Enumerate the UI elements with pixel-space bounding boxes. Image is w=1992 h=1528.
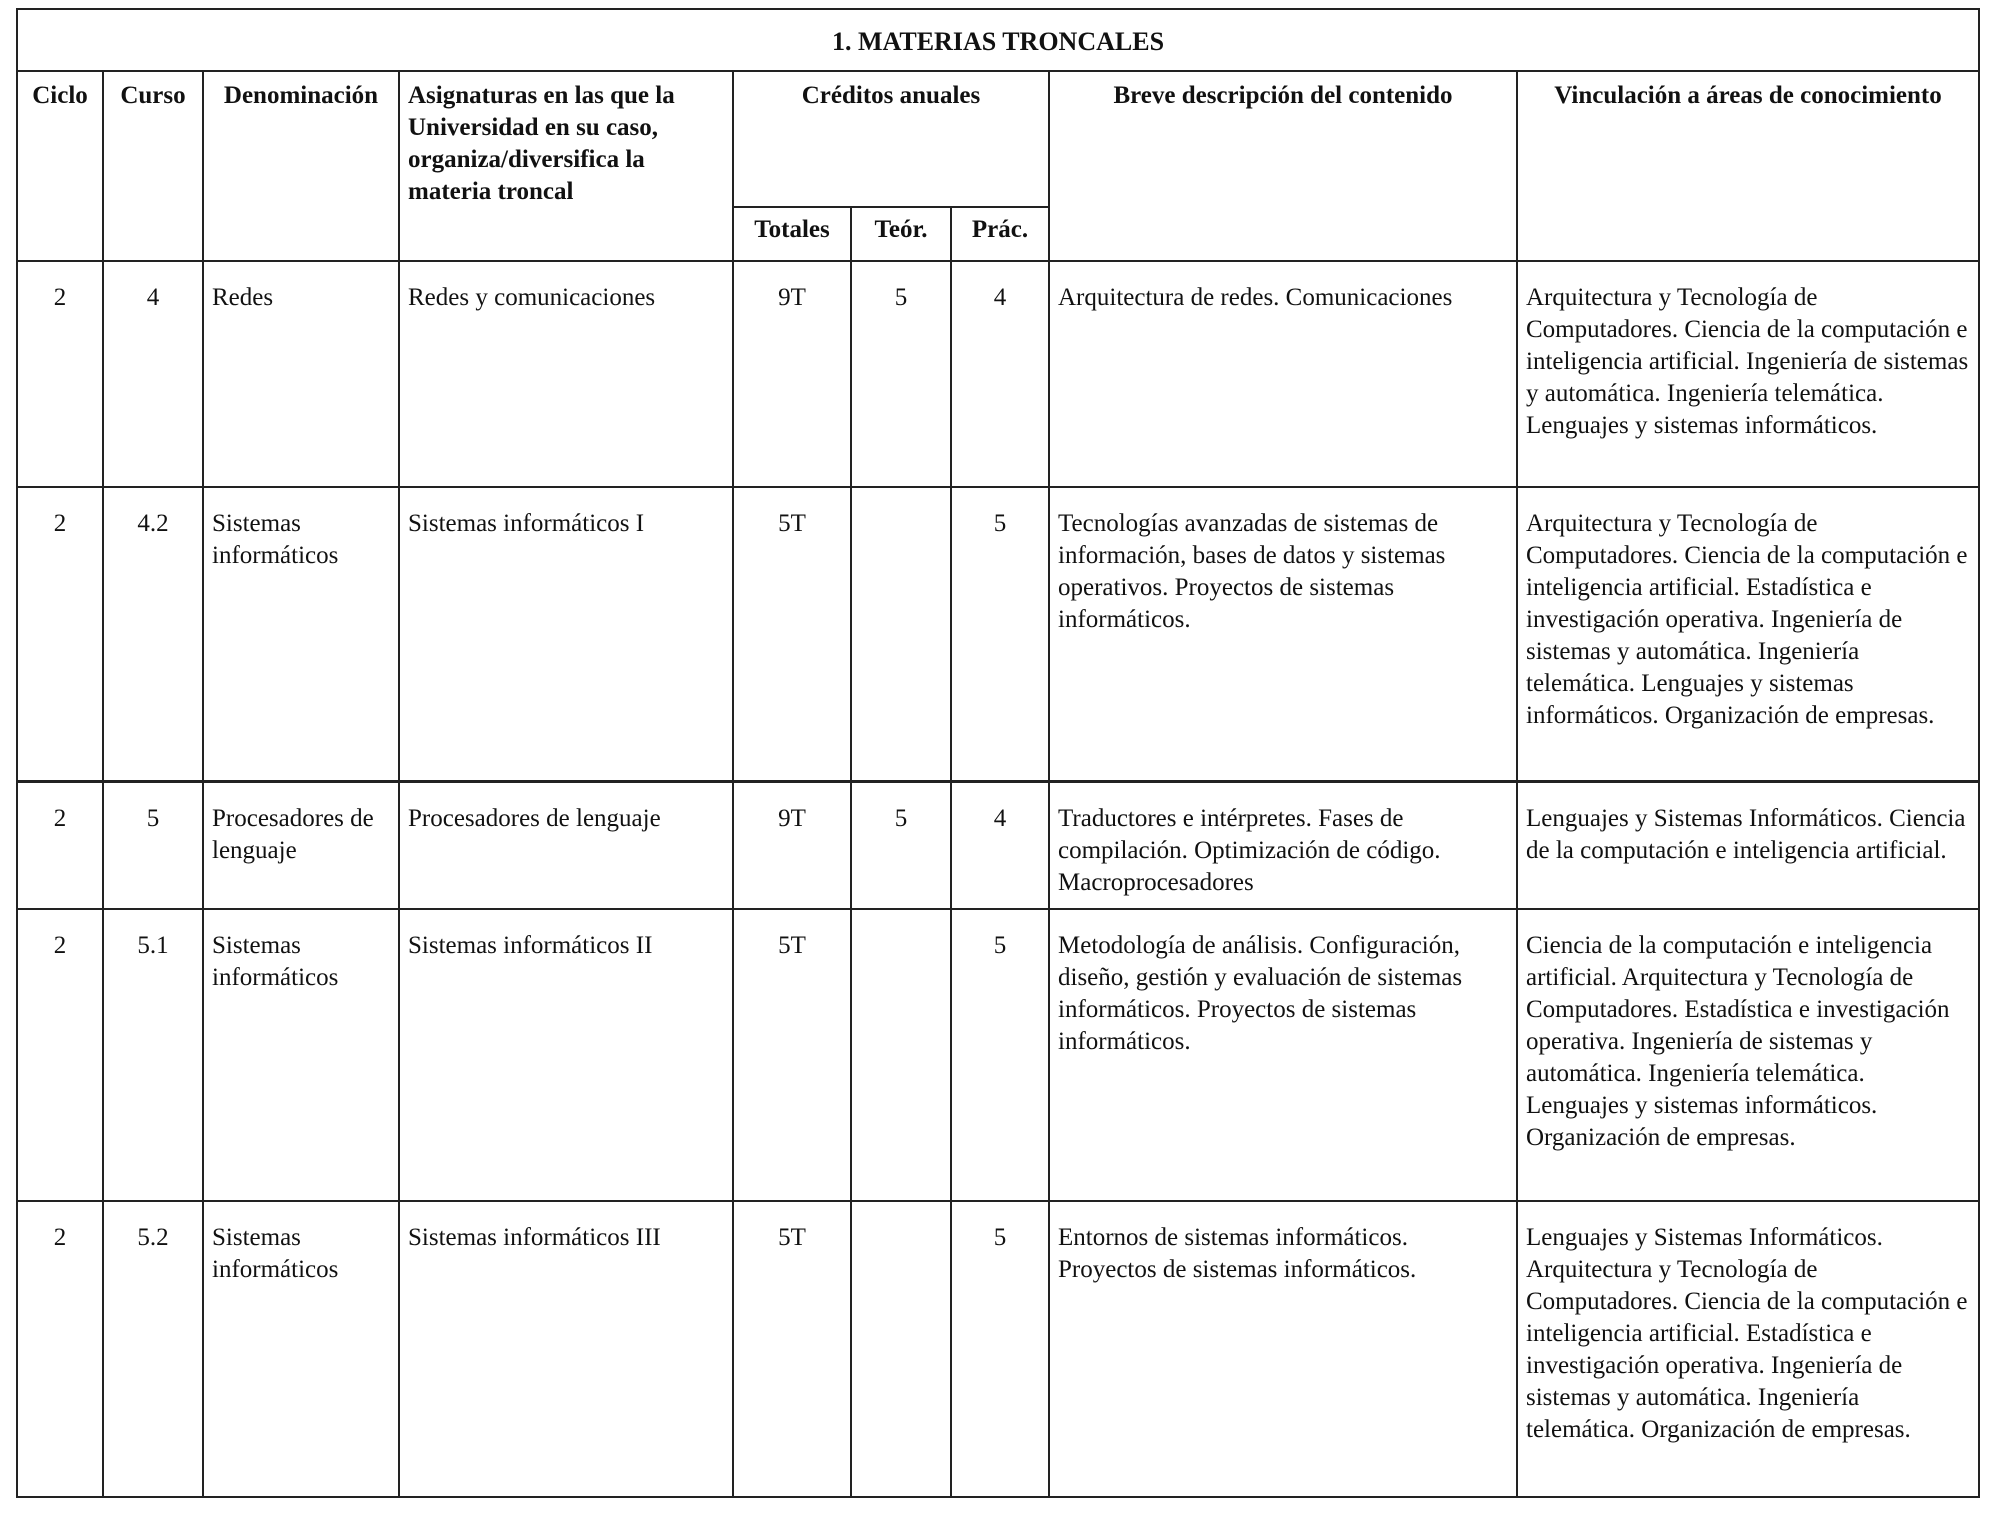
cell-vinculacion: Arquitectura y Tecnología de Computadores. Ciencia de la computación e inteligencia artificial. Ingeniería de sistemas y automática. Ingeniería telemática. Lenguajes y sistemas informáticos. — [1517, 261, 1979, 487]
cell-vinculacion: Arquitectura y Tecnología de Computadores. Ciencia de la computación e inteligencia artificial. Estadística e investigación operativa. Ingeniería de sistemas y automática. Ingeniería telemática. Lenguajes y sistemas informáticos. Organización de empresas. — [1517, 487, 1979, 781]
header-curso: Curso — [103, 71, 203, 261]
header-asignaturas: Asignaturas en las que la Universidad en su caso, organiza/diversifica la materia troncal — [399, 71, 733, 261]
cell-totales: 5T — [733, 1201, 851, 1497]
cell-totales: 5T — [733, 487, 851, 781]
cell-teor — [851, 487, 951, 781]
cell-descripcion: Metodología de análisis. Configuración, diseño, gestión y evaluación de sistemas informáticos. Proyectos de sistemas informáticos. — [1049, 909, 1517, 1201]
header-descripcion: Breve descripción del contenido — [1049, 71, 1517, 261]
cell-vinculacion: Lenguajes y Sistemas Informáticos. Ciencia de la computación e inteligencia artificial. — [1517, 781, 1979, 909]
cell-teor: 5 — [851, 781, 951, 909]
table-row — [17, 1201, 1979, 1497]
cell-curso: 5.2 — [103, 1201, 203, 1497]
cell-teor: 5 — [851, 261, 951, 487]
cell-totales: 9T — [733, 261, 851, 487]
cell-curso: 4 — [103, 261, 203, 487]
cell-ciclo: 2 — [17, 487, 103, 781]
cell-prac: 5 — [951, 487, 1049, 781]
header-prac: Prác. — [951, 207, 1049, 261]
table-title: 1. MATERIAS TRONCALES — [17, 9, 1979, 71]
cell-denominacion: Sistemas informáticos — [203, 1201, 399, 1497]
cell-asignatura: Sistemas informáticos II — [399, 909, 733, 1201]
header-creditos: Créditos anuales — [733, 71, 1049, 207]
cell-denominacion: Redes — [203, 261, 399, 487]
cell-prac: 4 — [951, 781, 1049, 909]
cell-ciclo: 2 — [17, 781, 103, 909]
cell-denominacion: Sistemas informáticos — [203, 909, 399, 1201]
cell-totales: 9T — [733, 781, 851, 909]
cell-asignatura: Sistemas informáticos I — [399, 487, 733, 781]
header-totales: Totales — [733, 207, 851, 261]
cell-ciclo: 2 — [17, 909, 103, 1201]
materias-troncales-sheet — [16, 8, 1978, 1498]
cell-descripcion: Arquitectura de redes. Comunicaciones — [1049, 261, 1517, 487]
cell-asignatura: Redes y comunicaciones — [399, 261, 733, 487]
materias-table — [16, 8, 1980, 1498]
cell-ciclo: 2 — [17, 261, 103, 487]
cell-descripcion: Tecnologías avanzadas de sistemas de información, bases de datos y sistemas operativos. Proyectos de sistemas informáticos. — [1049, 487, 1517, 781]
cell-teor — [851, 1201, 951, 1497]
table-row — [17, 781, 1979, 909]
cell-denominacion: Procesadores de lenguaje — [203, 781, 399, 909]
cell-asignatura: Procesadores de lenguaje — [399, 781, 733, 909]
cell-descripcion: Traductores e intérpretes. Fases de compilación. Optimización de código. Macroprocesadores — [1049, 781, 1517, 909]
cell-denominacion: Sistemas informáticos — [203, 487, 399, 781]
cell-prac: 4 — [951, 261, 1049, 487]
cell-asignatura: Sistemas informáticos III — [399, 1201, 733, 1497]
table-row — [17, 487, 1979, 781]
cell-descripcion: Entornos de sistemas informáticos. Proyectos de sistemas informáticos. — [1049, 1201, 1517, 1497]
cell-vinculacion: Ciencia de la computación e inteligencia artificial. Arquitectura y Tecnología de Computadores. Estadística e investigación operativa. Ingeniería de sistemas y automática. Ingeniería telemática. Lenguajes y sistemas informáticos. Organización de empresas. — [1517, 909, 1979, 1201]
cell-curso: 5.1 — [103, 909, 203, 1201]
cell-curso: 4.2 — [103, 487, 203, 781]
cell-totales: 5T — [733, 909, 851, 1201]
header-denominacion: Denominación — [203, 71, 399, 261]
header-ciclo: Ciclo — [17, 71, 103, 261]
cell-prac: 5 — [951, 909, 1049, 1201]
cell-teor — [851, 909, 951, 1201]
cell-ciclo: 2 — [17, 1201, 103, 1497]
header-teor: Teór. — [851, 207, 951, 261]
table-row — [17, 909, 1979, 1201]
header-vinculacion: Vinculación a áreas de conocimiento — [1517, 71, 1979, 261]
table-row — [17, 261, 1979, 487]
cell-prac: 5 — [951, 1201, 1049, 1497]
cell-curso: 5 — [103, 781, 203, 909]
cell-vinculacion: Lenguajes y Sistemas Informáticos. Arquitectura y Tecnología de Computadores. Ciencia de la computación e inteligencia artificial. Estadística e investigación operativa. Ingeniería de sistemas y automática. Ingeniería telemática. Organización de empresas. — [1517, 1201, 1979, 1497]
